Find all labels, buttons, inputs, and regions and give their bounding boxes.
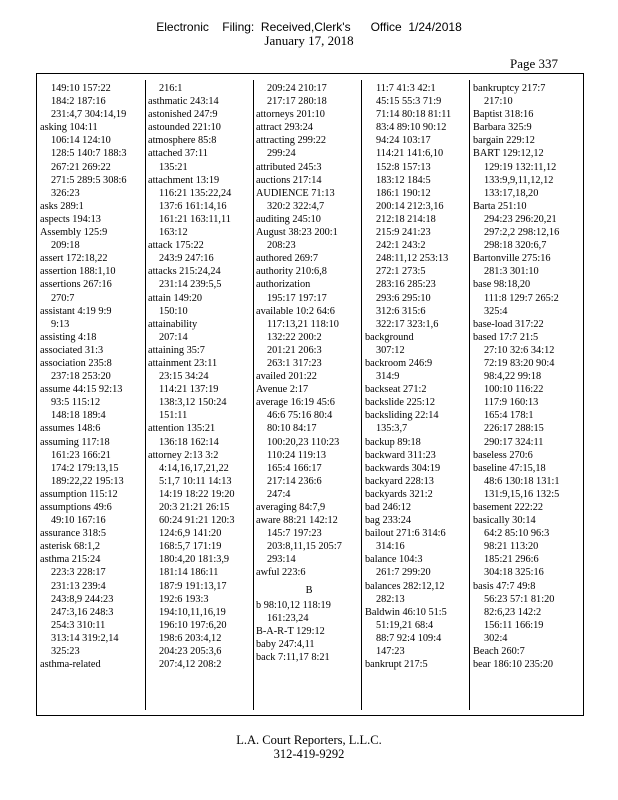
index-line-continuation: 201:21 206:3 xyxy=(267,344,322,356)
index-line-continuation: 293:14 xyxy=(267,554,296,566)
index-line-continuation: 208:23 xyxy=(267,240,296,252)
index-line-continuation: 215:9 241:23 xyxy=(376,227,431,239)
index-line-continuation: 297:2,2 298:12,16 xyxy=(484,227,560,239)
index-entry: backroom 246:9 xyxy=(365,357,433,369)
index-line-continuation: 186:1 190:12 xyxy=(376,187,431,199)
index-line-continuation: 129:19 132:11,12 xyxy=(484,161,557,173)
index-entry: atmosphere 85:8 xyxy=(148,135,217,147)
index-entry: Baldwin 46:10 51:5 xyxy=(365,606,447,618)
index-entry: attacks 215:24,24 xyxy=(148,266,221,278)
index-entry: attached 37:11 xyxy=(148,148,208,160)
index-line-continuation: 271:5 289:5 308:6 xyxy=(51,174,127,186)
index-line-continuation: 4:14,16,17,21,22 xyxy=(159,462,229,474)
index-entry: AUDIENCE 71:13 xyxy=(256,187,335,199)
index-line-continuation: 165:4 178:1 xyxy=(484,410,534,422)
index-line-continuation: 174:2 179:13,15 xyxy=(51,462,119,474)
index-line-continuation: 247:4 xyxy=(267,488,291,500)
index-entry: Bartonville 275:16 xyxy=(473,253,551,265)
index-entry: Barbara 325:9 xyxy=(473,122,532,134)
index-line-continuation: 110:24 119:13 xyxy=(267,449,327,461)
index-line-continuation: 243:9 247:16 xyxy=(159,253,214,265)
index-line-continuation: 242:1 243:2 xyxy=(376,240,426,252)
index-entry: assumptions 49:6 xyxy=(40,502,112,513)
index-line-continuation: 152:8 157:13 xyxy=(376,161,431,173)
index-line-continuation: 148:18 189:4 xyxy=(51,410,106,422)
index-entry: bag 233:24 xyxy=(365,515,412,527)
index-entry: attack 175:22 xyxy=(148,240,204,252)
index-entry: based 17:7 21:5 xyxy=(473,331,539,343)
index-line-continuation: 293:6 295:10 xyxy=(376,292,431,304)
index-line-continuation: 272:1 273:5 xyxy=(376,266,426,278)
index-entry: attain 149:20 xyxy=(148,292,203,304)
index-entry: baseless 270:6 xyxy=(473,449,533,461)
index-section-letter: B xyxy=(305,584,313,596)
index-entry: asterisk 68:1,2 xyxy=(40,541,101,553)
index-entry: Assembly 125:9 xyxy=(40,227,108,239)
index-entry: bad 246:12 xyxy=(365,502,412,513)
index-entry: assumes 148:6 xyxy=(40,423,101,435)
index-line-continuation: 283:16 285:23 xyxy=(376,279,436,291)
index-entry: bankruptcy 217:7 xyxy=(473,83,546,94)
index-entry: assertion 188:1,10 xyxy=(40,266,116,278)
index-line-continuation: 231:4,7 304:14,19 xyxy=(51,109,127,121)
index-line-continuation: 307:12 xyxy=(376,344,405,356)
index-entry: balance 104:3 xyxy=(365,554,423,566)
index-entry: asthmatic 243:14 xyxy=(148,96,219,108)
index-entry: aware 88:21 142:12 xyxy=(256,515,338,527)
index-line-continuation: 117:13,21 118:10 xyxy=(267,318,339,330)
index-entry: averaging 84:7,9 xyxy=(256,502,326,513)
index-line-continuation: 299:24 xyxy=(267,148,296,160)
index-entry: assume 44:15 92:13 xyxy=(40,384,123,396)
index-line-continuation: 325:23 xyxy=(51,646,80,658)
index-line-continuation: 189:22,22 195:13 xyxy=(51,475,124,487)
index-entry: backyard 228:13 xyxy=(365,475,434,487)
index-line-continuation: 46:6 75:16 80:4 xyxy=(267,410,333,422)
index-line-continuation: 45:15 55:3 71:9 xyxy=(376,96,442,108)
reporter-company: L.A. Court Reporters, L.L.C. xyxy=(236,733,382,747)
index-line-continuation: 322:17 323:1,6 xyxy=(376,318,439,330)
index-line-continuation: 94:24 103:17 xyxy=(376,135,431,147)
index-entry: authorization xyxy=(256,279,311,291)
page-number: Page 337 xyxy=(509,56,558,71)
index-entry: back 7:11,17 8:21 xyxy=(256,652,330,664)
index-line-continuation: 282:13 xyxy=(376,593,405,605)
index-line-continuation: 304:18 325:16 xyxy=(484,567,544,579)
index-entry: bankrupt 217:5 xyxy=(365,659,428,671)
index-entry: attorney 2:13 3:2 xyxy=(148,449,219,461)
index-line-continuation: 187:9 191:13,17 xyxy=(159,580,227,592)
index-line-continuation: 5:1,7 10:11 14:13 xyxy=(159,475,232,487)
index-line-continuation: 314:9 xyxy=(376,371,400,383)
index-entry: auctions 217:14 xyxy=(256,174,322,186)
index-entry: baby 247:4,11 xyxy=(256,638,315,650)
index-line-continuation: 138:3,12 150:24 xyxy=(159,397,227,409)
index-line-continuation: 161:23 166:21 xyxy=(51,449,111,461)
index-line-continuation: 93:5 115:12 xyxy=(51,397,101,409)
index-line-continuation: 111:8 129:7 265:2 xyxy=(484,292,559,304)
index-line-continuation: 20:3 21:21 26:15 xyxy=(159,502,230,513)
index-entry: balances 282:12,12 xyxy=(365,580,445,592)
index-line-continuation: 298:18 320:6,7 xyxy=(484,240,547,252)
index-entry: assert 172:18,22 xyxy=(40,253,108,265)
index-line-continuation: 56:23 57:1 81:20 xyxy=(484,593,555,605)
index-entry: attaining 35:7 xyxy=(148,344,205,356)
index-entry: assumption 115:12 xyxy=(40,488,118,500)
index-line-continuation: 203:8,11,15 205:7 xyxy=(267,541,342,553)
index-column-1 xyxy=(40,82,146,671)
index-entry: assistant 4:19 9:9 xyxy=(40,305,112,317)
index-entry: bargain 229:12 xyxy=(473,135,535,147)
index-entry: background xyxy=(365,331,414,343)
index-line-continuation: 198:6 203:4,12 xyxy=(159,632,222,644)
index-entry: basically 30:14 xyxy=(473,515,536,527)
index-line-continuation: 27:10 32:6 34:12 xyxy=(484,344,555,356)
index-line-continuation: 216:1 xyxy=(159,83,183,94)
index-entry: associated 31:3 xyxy=(40,344,104,356)
index-line-continuation: 185:21 296:6 xyxy=(484,554,539,566)
index-entry: baseline 47:15,18 xyxy=(473,462,546,474)
index-entry: base 98:18,20 xyxy=(473,279,531,291)
index-line-continuation: 302:4 xyxy=(484,632,508,644)
index-line-continuation: 51:19,21 68:4 xyxy=(376,619,434,631)
index-entry: BART 129:12,12 xyxy=(473,148,544,160)
index-line-continuation: 147:23 xyxy=(376,646,405,658)
page-footer xyxy=(0,733,618,761)
index-line-continuation: 88:7 92:4 109:4 xyxy=(376,632,442,644)
index-line-continuation: 132:22 200:2 xyxy=(267,331,322,343)
index-entry: backslide 225:12 xyxy=(365,397,436,409)
index-line-continuation: 151:11 xyxy=(159,410,188,422)
index-line-continuation: 116:21 135:22,24 xyxy=(159,187,232,199)
index-line-continuation: 290:17 324:11 xyxy=(484,436,544,448)
index-line-continuation: 204:23 205:3,6 xyxy=(159,646,222,658)
index-entry: Beach 260:7 xyxy=(473,646,525,658)
index-line-continuation: 184:2 187:16 xyxy=(51,96,106,108)
index-line-continuation: 100:20,23 110:23 xyxy=(267,436,340,448)
index-line-continuation: 200:14 212:3,16 xyxy=(376,200,444,212)
index-entry: asthma 215:24 xyxy=(40,554,101,566)
index-line-continuation: 270:7 xyxy=(51,292,75,304)
index-entry: authority 210:6,8 xyxy=(256,266,327,278)
index-line-continuation: 231:14 239:5,5 xyxy=(159,279,222,291)
index-entry: aspects 194:13 xyxy=(40,213,101,225)
index-line-continuation: 194:10,11,16,19 xyxy=(159,606,226,618)
index-line-continuation: 83:4 89:10 90:12 xyxy=(376,122,447,134)
index-line-continuation: 117:9 160:13 xyxy=(484,397,539,409)
index-line-continuation: 60:24 91:21 120:3 xyxy=(159,515,235,527)
filing-stamp: Electronic Filing: Received,Clerk's Office 1/24/2018 xyxy=(156,20,462,34)
index-line-continuation: 314:16 xyxy=(376,541,405,553)
index-line-continuation: 71:14 80:18 81:11 xyxy=(376,109,452,121)
index-entry: Avenue 2:17 xyxy=(256,384,309,396)
index-line-continuation: 312:6 315:6 xyxy=(376,305,426,317)
index-entry: attorneys 201:10 xyxy=(256,109,325,121)
index-entry: awful 223:6 xyxy=(256,567,306,579)
index-entry: astounded 221:10 xyxy=(148,122,221,134)
index-line-continuation: 135:3,7 xyxy=(376,423,408,435)
index-line-continuation: 137:6 161:14,16 xyxy=(159,200,227,212)
index-column-5 xyxy=(473,82,579,671)
index-entry: Baptist 318:16 xyxy=(473,109,534,121)
index-line-continuation: 223:3 228:17 xyxy=(51,567,106,579)
index-line-continuation: 248:11,12 253:13 xyxy=(376,253,449,265)
index-line-continuation: 124:6,9 141:20 xyxy=(159,528,222,540)
index-line-continuation: 195:17 197:17 xyxy=(267,292,327,304)
index-line-continuation: 23:15 34:24 xyxy=(159,371,209,383)
index-line-continuation: 100:10 116:22 xyxy=(484,384,544,396)
index-entry: backward 311:23 xyxy=(365,449,436,461)
index-line-continuation: 217:14 236:6 xyxy=(267,475,322,487)
index-line-continuation: 80:10 84:17 xyxy=(267,423,317,435)
index-entry: backup 89:18 xyxy=(365,436,421,448)
index-line-continuation: 163:12 xyxy=(159,227,188,239)
index-entry: backsliding 22:14 xyxy=(365,410,439,422)
index-entry: available 10:2 64:6 xyxy=(256,305,335,317)
filing-header xyxy=(0,20,618,48)
index-line-continuation: 131:9,15,16 132:5 xyxy=(484,488,560,500)
index-line-continuation: 145:7 197:23 xyxy=(267,528,322,540)
index-entry: Barta 251:10 xyxy=(473,200,527,212)
index-column-3 xyxy=(256,82,362,664)
index-line-continuation: 226:17 288:15 xyxy=(484,423,544,435)
transcript-date: January 17, 2018 xyxy=(264,33,354,48)
index-line-continuation: 165:4 166:17 xyxy=(267,462,322,474)
index-entry: availed 201:22 xyxy=(256,371,317,383)
index-line-continuation: 128:5 140:7 188:3 xyxy=(51,148,127,160)
index-line-continuation: 313:14 319:2,14 xyxy=(51,632,119,644)
index-line-continuation: 114:21 141:6,10 xyxy=(376,148,444,160)
index-line-continuation: 14:19 18:22 19:20 xyxy=(159,488,235,500)
index-entry: assisting 4:18 xyxy=(40,331,97,343)
index-line-continuation: 247:3,16 248:3 xyxy=(51,606,114,618)
index-entry: B-A-R-T 129:12 xyxy=(256,625,325,637)
index-entry: base-load 317:22 xyxy=(473,318,544,330)
index-entry: bear 186:10 235:20 xyxy=(473,659,554,671)
index-line-continuation: 48:6 130:18 131:1 xyxy=(484,475,560,487)
index-line-continuation: 207:14 xyxy=(159,331,188,343)
index-entry: astonished 247:9 xyxy=(148,109,218,121)
index-line-continuation: 156:11 166:19 xyxy=(484,619,544,631)
index-line-continuation: 209:24 210:17 xyxy=(267,83,327,94)
index-line-continuation: 168:5,7 171:19 xyxy=(159,541,222,553)
index-column-4 xyxy=(365,82,471,671)
index-entry: backwards 304:19 xyxy=(365,462,441,474)
index-line-continuation: 267:21 269:22 xyxy=(51,161,111,173)
index-line-continuation: 106:14 124:10 xyxy=(51,135,111,147)
index-entry: assuming 117:18 xyxy=(40,436,110,448)
index-entry: asthma-related xyxy=(40,659,101,671)
index-line-continuation: 183:12 184:5 xyxy=(376,174,431,186)
index-entry: basement 222:22 xyxy=(473,502,544,513)
index-line-continuation: 114:21 137:19 xyxy=(159,384,219,396)
index-entry: basis 47:7 49:8 xyxy=(473,580,536,592)
index-entry: backyards 321:2 xyxy=(365,488,433,500)
index-line-continuation: 11:7 41:3 42:1 xyxy=(376,83,436,94)
index-line-continuation: 64:2 85:10 96:3 xyxy=(484,528,550,540)
index-line-continuation: 212:18 214:18 xyxy=(376,213,436,225)
index-line-continuation: 98:21 113:20 xyxy=(484,541,539,553)
index-line-continuation: 150:10 xyxy=(159,305,188,317)
reporter-phone: 312-419-9292 xyxy=(273,747,345,761)
index-line-continuation: 49:10 167:16 xyxy=(51,515,106,527)
index-line-continuation: 320:2 322:4,7 xyxy=(267,200,325,212)
index-line-continuation: 207:4,12 208:2 xyxy=(159,659,222,671)
index-line-continuation: 161:21 163:11,11 xyxy=(159,213,231,225)
index-line-continuation: 281:3 301:10 xyxy=(484,266,539,278)
index-line-continuation: 217:10 xyxy=(484,96,513,108)
index-line-continuation: 180:4,20 181:3,9 xyxy=(159,554,230,566)
index-entry: attainment 23:11 xyxy=(148,357,218,369)
index-entry: attachment 13:19 xyxy=(148,174,220,186)
index-line-continuation: 326:23 xyxy=(51,187,80,199)
index-entry: attention 135:21 xyxy=(148,423,216,435)
index-entry: attainability xyxy=(148,318,198,330)
index-line-continuation: 133:9,9,11,12,12 xyxy=(484,174,554,186)
index-line-continuation: 261:7 299:20 xyxy=(376,567,431,579)
index-entry: bailout 271:6 314:6 xyxy=(365,528,446,540)
index-entry: asks 289:1 xyxy=(40,200,84,212)
index-line-continuation: 9:13 xyxy=(51,318,70,330)
index-column-2 xyxy=(148,82,254,671)
index-line-continuation: 192:6 193:3 xyxy=(159,593,209,605)
index-line-continuation: 161:23,24 xyxy=(267,612,309,624)
index-entry: authored 269:7 xyxy=(256,253,319,265)
index-line-continuation: 325:4 xyxy=(484,305,508,317)
index-line-continuation: 231:13 239:4 xyxy=(51,580,106,592)
index-line-continuation: 149:10 157:22 xyxy=(51,83,111,94)
index-line-continuation: 82:6,23 142:2 xyxy=(484,606,542,618)
index-line-continuation: 72:19 83:20 90:4 xyxy=(484,357,555,369)
index-entry: attributed 245:3 xyxy=(256,161,322,173)
index-line-continuation: 243:8,9 244:23 xyxy=(51,593,114,605)
index-entry: August 38:23 200:1 xyxy=(256,227,338,239)
index-entry: auditing 245:10 xyxy=(256,213,321,225)
index-line-continuation: 263:1 317:23 xyxy=(267,357,322,369)
index-line-continuation: 237:18 253:20 xyxy=(51,371,111,383)
index-entry: assertions 267:16 xyxy=(40,279,112,291)
index-line-continuation: 254:3 310:11 xyxy=(51,619,106,631)
index-entry: attracting 299:22 xyxy=(256,135,327,147)
index-line-continuation: 217:17 280:18 xyxy=(267,96,327,108)
index-line-continuation: 196:10 197:6,20 xyxy=(159,619,227,631)
index-entry: b 98:10,12 118:19 xyxy=(256,599,331,611)
index-line-continuation: 209:18 xyxy=(51,240,80,252)
index-line-continuation: 98:4,22 99:18 xyxy=(484,371,542,383)
index-line-continuation: 133:17,18,20 xyxy=(484,187,539,199)
index-line-continuation: 136:18 162:14 xyxy=(159,436,219,448)
index-entry: asking 104:11 xyxy=(40,122,98,134)
index-entry: association 235:8 xyxy=(40,357,112,369)
index-entry: average 16:19 45:6 xyxy=(256,397,335,409)
index-entry: assurance 318:5 xyxy=(40,528,107,540)
index-entry: attract 293:24 xyxy=(256,122,313,134)
index-line-continuation: 135:21 xyxy=(159,161,188,173)
index-entry: backseat 271:2 xyxy=(365,384,427,396)
index-line-continuation: 294:23 296:20,21 xyxy=(484,213,557,225)
index-line-continuation: 181:14 186:11 xyxy=(159,567,219,579)
